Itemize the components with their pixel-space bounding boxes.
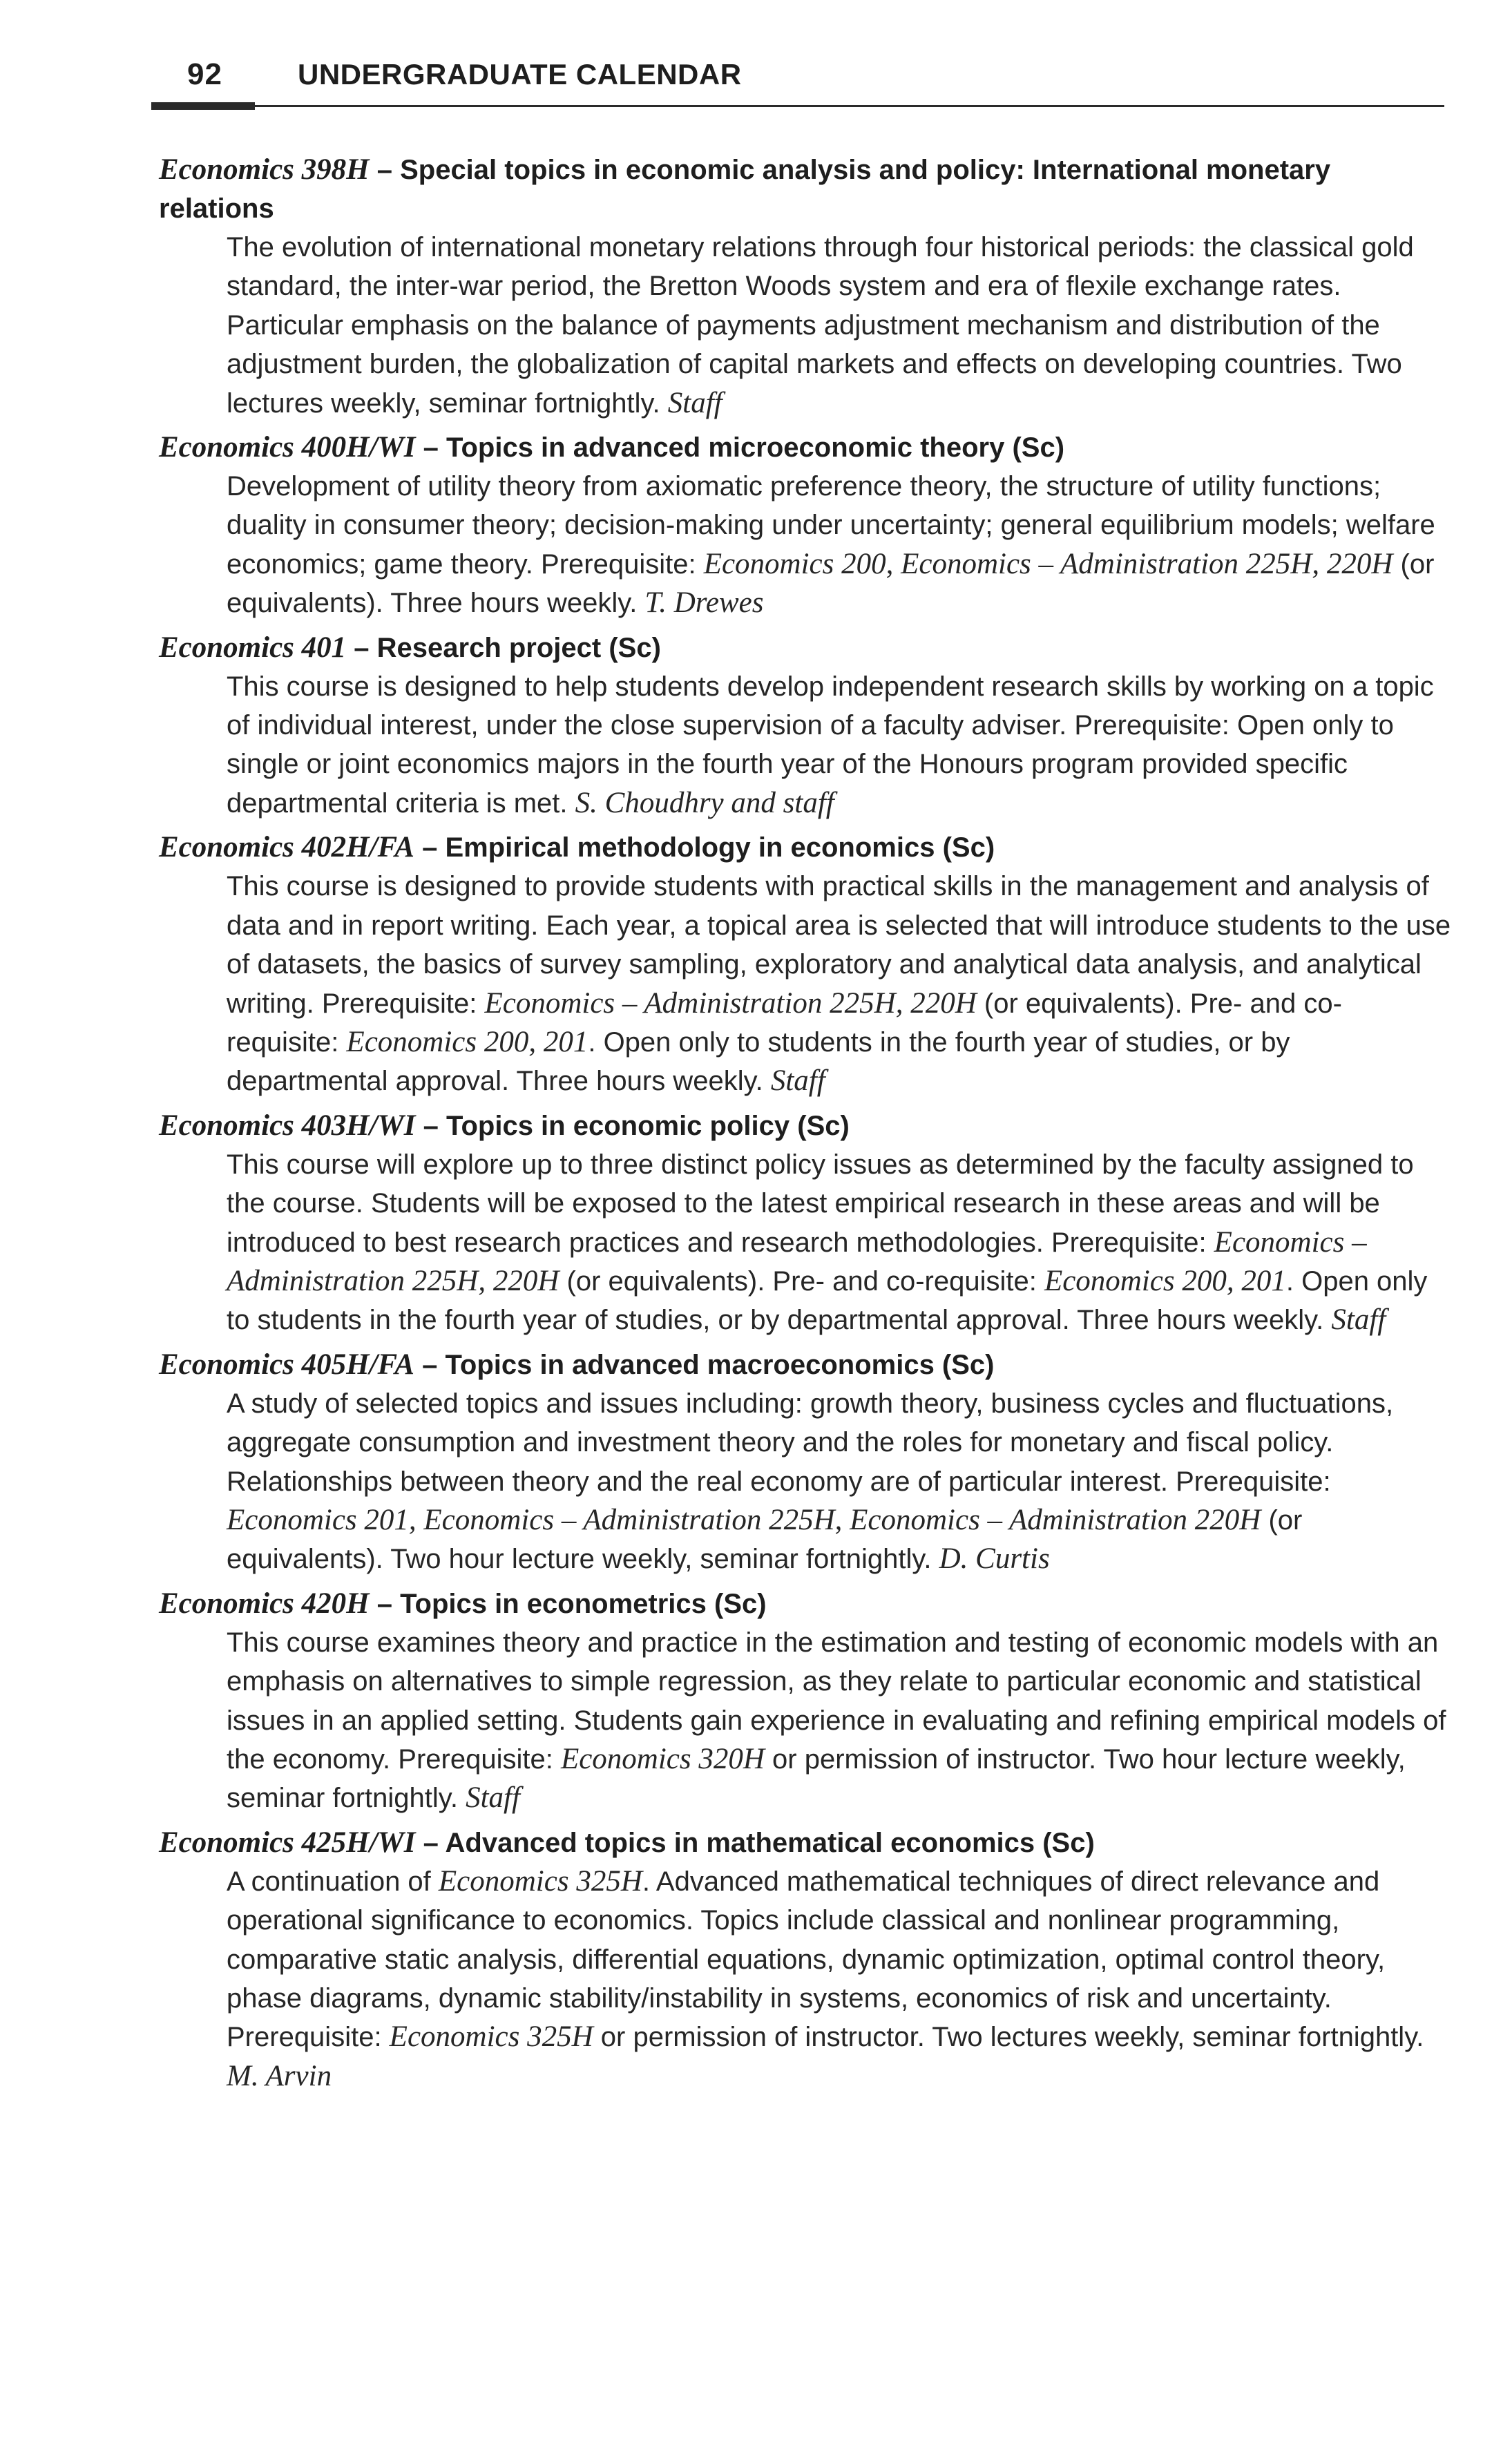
- course-reference: Economics – Administration 225H, 220H: [227, 1225, 1367, 1297]
- course-list: [153, 151, 1452, 2101]
- course-code: Economics 401: [159, 631, 347, 664]
- course-code: Economics 398H: [159, 153, 370, 186]
- course-description: [227, 1862, 1452, 2096]
- description-text: The evolution of international monetary relations through four historical periods: the classical gold standard, the inter-war period, the Bretton Woods system and era of flexile exchange rates. Particular emphasis on the balance of payments adjustment mechanism and distribution of the adjustment burden, the globalization of capital markets and effects on developing countries. Two lectures weekly, seminar fortnightly.: [227, 232, 1414, 419]
- description-text: This course is designed to help students develop independent research skills by working on a topic of individual interest, under the close supervision of a faculty adviser. Prerequisite: Open only to single or joint economics majors in the fourth year of the Honours program provided specific departmental criteria is met.: [227, 671, 1434, 819]
- course-entry: [153, 428, 1452, 623]
- course-title: Topics in econometrics (Sc): [400, 1588, 767, 1619]
- course-reference: Economics 200, 201: [1044, 1264, 1286, 1297]
- course-code: Economics 425H/WI: [159, 1826, 416, 1859]
- description-text: This course is designed to provide students with practical skills in the management and analysis of data and in report writing. Each year, a topical area is selected that will introduce students to the use of datasets, the basics of survey sampling, exploratory and analytical data analysis, and analytical writing. Prerequisite:: [227, 871, 1451, 1019]
- course-entry: [153, 828, 1452, 1100]
- description-text: This course examines theory and practice in the estimation and testing of economic models with an emphasis on alternatives to simple regression, as they relate to particular economic and statistical issues in an applied setting. Students gain experience in evaluating and refining empirical models of the economy. Prerequisite:: [227, 1627, 1446, 1775]
- course-reference: Economics 320H: [560, 1743, 765, 1775]
- course-entry: [153, 629, 1452, 823]
- header-rule: [151, 105, 1444, 107]
- course-title: Empirical methodology in economics (Sc): [445, 832, 995, 863]
- description-text: . Open only to students in the fourth year of studies, or by departmental approval. Three hours weekly.: [227, 1265, 1428, 1336]
- page-number: 92: [187, 57, 222, 91]
- course-instructor: Staff: [667, 386, 722, 419]
- course-title: Advanced topics in mathematical economics (Sc): [445, 1827, 1095, 1858]
- course-description: [227, 1623, 1452, 1818]
- course-heading: Economics 401 – Research project (Sc): [159, 631, 661, 664]
- description-text: (or equivalents). Pre- and co-requisite:: [559, 1265, 1044, 1297]
- course-instructor: T. Drewes: [644, 586, 764, 620]
- description-text: . Open only to students in the fourth year of studies, or by departmental approval. Three hours weekly.: [227, 1026, 1290, 1097]
- course-description: [227, 1384, 1452, 1579]
- course-entry: [153, 1585, 1452, 1818]
- course-instructor: D. Curtis: [939, 1542, 1050, 1576]
- course-instructor: M. Arvin: [227, 2059, 332, 2092]
- course-code: Economics 400H/WI: [159, 431, 416, 464]
- course-entry: [153, 1107, 1452, 1340]
- course-code: Economics 402H/FA: [159, 831, 414, 864]
- course-entry: [153, 1346, 1452, 1579]
- course-reference: Economics 201, Economics – Administration 225H, Economics – Administration 220H: [227, 1503, 1261, 1536]
- course-instructor: Staff: [770, 1064, 825, 1098]
- description-text: . Advanced mathematical techniques of direct relevance and operational significance to economics. Topics include classical and nonlinear programming, comparative static analysis, differential equations, dynamic optimization, optimal control theory, phase diagrams, dynamic stability/instability in systems, economics of risk and uncertainty. Prerequisite:: [227, 1866, 1386, 2053]
- course-code: Economics 420H: [159, 1587, 370, 1620]
- course-entry: [153, 1824, 1452, 2096]
- course-code: Economics 405H/FA: [159, 1348, 414, 1381]
- course-instructor: S. Choudhry and staff: [575, 786, 834, 819]
- course-description: [227, 667, 1452, 823]
- course-heading: Economics 420H – Topics in econometrics (Sc): [159, 1587, 767, 1620]
- description-text: (or equivalents). Three hours weekly.: [227, 548, 1435, 619]
- course-reference: Economics – Administration 225H, 220H: [484, 986, 977, 1020]
- course-title: Topics in advanced microeconomic theory (Sc): [446, 432, 1065, 463]
- course-heading: Economics 400H/WI – Topics in advanced microeconomic theory (Sc): [159, 431, 1065, 464]
- course-heading: Economics 425H/WI – Advanced topics in mathematical economics (Sc): [159, 1826, 1095, 1859]
- description-text: A continuation of: [227, 1866, 439, 1897]
- course-reference: Economics 200, Economics – Administration 225H, 220H: [703, 547, 1393, 580]
- description-text: Development of utility theory from axiomatic preference theory, the structure of utility functions; duality in consumer theory; decision-making under uncertainty; general equilibrium models; welfare economics; game theory. Prerequisite:: [227, 471, 1435, 580]
- description-text: This course will explore up to three distinct policy issues as determined by the faculty assigned to the course. Students will be exposed to the latest empirical research in these areas and will be introduced to best research practices and research methodologies. Prerequisite:: [227, 1149, 1414, 1258]
- course-instructor: Staff: [466, 1781, 520, 1815]
- course-title: Research project (Sc): [376, 632, 661, 663]
- course-description: [227, 228, 1452, 423]
- course-instructor: Staff: [1331, 1303, 1386, 1337]
- course-title: Topics in economic policy (Sc): [446, 1110, 850, 1141]
- page-header: [187, 55, 1444, 108]
- course-code: Economics 403H/WI: [159, 1109, 416, 1142]
- course-heading: Economics 402H/FA – Empirical methodology in economics (Sc): [159, 831, 995, 864]
- course-title: Topics in advanced macroeconomics (Sc): [445, 1349, 995, 1380]
- course-description: [227, 467, 1452, 623]
- description-text: (or equivalents). Two hour lecture weekly, seminar fortnightly.: [227, 1504, 1303, 1575]
- course-heading: Economics 398H – Special topics in economic analysis and policy: International monetary relations: [159, 153, 1331, 224]
- description-text: or permission of instructor. Two hour lecture weekly, seminar fortnightly.: [227, 1744, 1406, 1814]
- course-heading: Economics 403H/WI – Topics in economic policy (Sc): [159, 1109, 850, 1142]
- course-reference: Economics 325H: [438, 1864, 642, 1898]
- course-heading: Economics 405H/FA – Topics in advanced macroeconomics (Sc): [159, 1348, 995, 1381]
- course-entry: [153, 151, 1452, 423]
- description-text: A study of selected topics and issues including: growth theory, business cycles and fluctuations, aggregate consumption and investment theory and the roles for monetary and fiscal policy. Relationships between theory and the real economy are of particular interest. Prerequisite:: [227, 1388, 1394, 1497]
- running-head: UNDERGRADUATE CALENDAR: [298, 58, 742, 90]
- course-description: [227, 1145, 1452, 1340]
- course-reference: Economics 325H: [389, 2020, 593, 2054]
- course-description: [227, 867, 1452, 1100]
- course-title: Special topics in economic analysis and policy: International monetary relations: [159, 155, 1331, 224]
- course-reference: Economics 200, 201: [346, 1025, 588, 1058]
- description-text: or permission of instructor. Two lectures weekly, seminar fortnightly.: [593, 2022, 1424, 2053]
- description-text: (or equivalents). Pre- and co-requisite:: [227, 988, 1342, 1058]
